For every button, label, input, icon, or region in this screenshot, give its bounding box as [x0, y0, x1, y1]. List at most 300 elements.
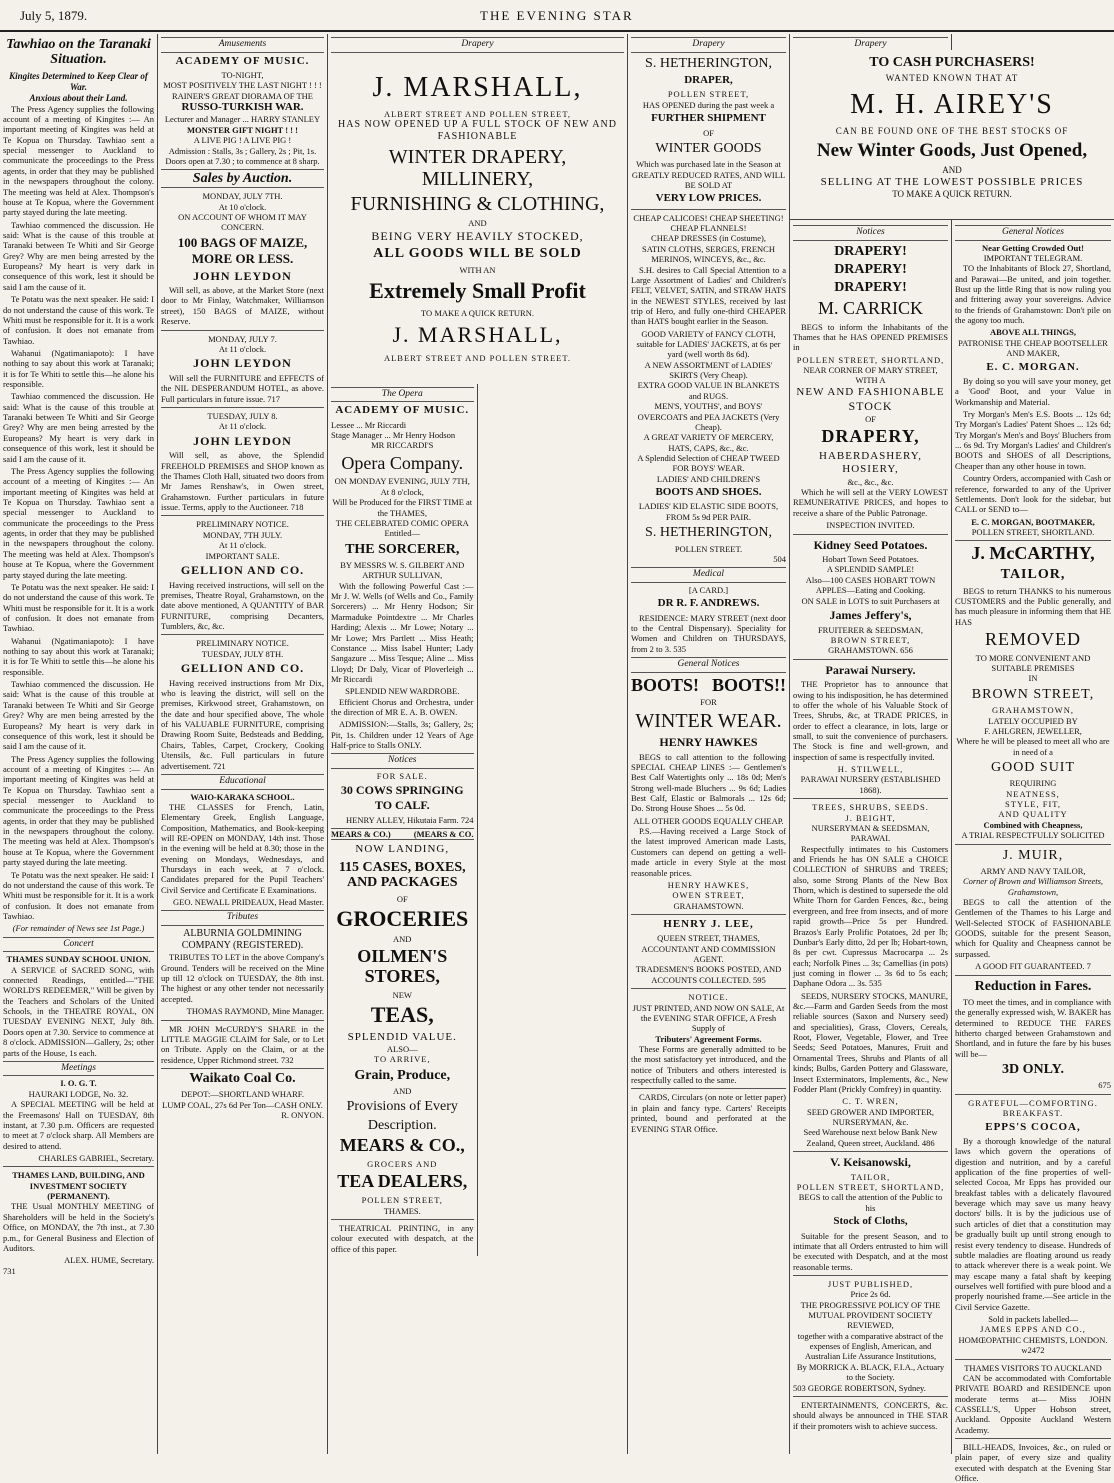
- where-line: Where he will be pleased to meet all who are in need of a: [956, 736, 1110, 757]
- marshall-intro: HAS NOW OPENED UP A FULL STOCK OF NEW AND FASHIONABLE: [338, 119, 617, 143]
- society-body: THE Usual MONTHLY MEETING of Shareholders will be held in the Society's Office, on MONDAY, the 7th inst., at 7.30 p.m., for General Business and Election of Auditors.: [3, 1201, 154, 1253]
- sale-date: TUESDAY, JULY 8.: [207, 410, 278, 421]
- sample: A SPLENDID SAMPLE!: [826, 564, 915, 575]
- to-arrive: TO ARRIVE,: [373, 1054, 431, 1065]
- opera-comic: THE CELEBRATED COMIC OPERA Entitled—: [335, 517, 469, 539]
- oilmen-stores: OILMEN'S STORES,: [357, 946, 448, 987]
- sale-body: Having received instructions, will sell on the premises, Theatre Royal, Grahamstown, on the date above mentioned, A QUANTITY of BAR FURNITURE, comprising Decanters, Tumblers, &c, &c.: [161, 579, 324, 631]
- carrick-body: BEGS to inform the Inhabitants of the Thames that he HAS OPENED PREMISES in: [793, 321, 948, 353]
- pollen-shortland: POLLEN STREET, SHORTLAND,: [796, 354, 945, 365]
- homeopathic: HOMŒOPATHIC CHEMISTS, LONDON. w2472: [958, 1334, 1108, 1356]
- new-word: NEW: [392, 990, 412, 1001]
- on-sale: ON SALE in LOTS to suit Purchasers at: [801, 595, 940, 606]
- books-posted: TRADESMEN'S BOOKS POSTED, AND ACCOUNTS COLLECTED. 595: [635, 964, 782, 985]
- paragraph: The Press Agency supplies the following account of a meeting of Kingites :— An important meeting of Kingites was held at Te Kopua on Thursday. Tawhiao sent a special messenger to Auckland to communicate the proceedings to the Press agents, in order that they may be published in the newspapers throughout the colony. The meeting was held at Alex. Thompson's house at Te Kopua, where the Government party stayed during the late meeting.: [3, 465, 154, 580]
- wren-sub: SEED GROWER AND IMPORTER, NURSERYMAN, &c.: [807, 1106, 934, 1127]
- quality: AND QUALITY: [998, 809, 1068, 820]
- school-title: WAIO-KARAKA SCHOOL.: [190, 791, 295, 802]
- tender-body: TRIBUTES TO LET in the above Company's Ground. Tenders will be received on the Mine up till 12 o'clock on TUESDAY, the 8th inst. The highest or any other tender not necessarily accepted.: [161, 952, 324, 1004]
- tributers-forms: Tributers' Agreement Forms.: [655, 1033, 762, 1044]
- breakfast: BREAKFAST.: [1002, 1108, 1064, 1119]
- war-title: RUSSO-TURKISH WAR.: [181, 101, 304, 114]
- cows-heading: 30 COWS SPRINGING TO CALF.: [340, 783, 464, 813]
- boots-1: BOOTS!: [631, 674, 700, 695]
- quick-return: TO MAKE A QUICK RETURN.: [892, 189, 1012, 200]
- lodge-name: HAURAKI LODGE, No. 32.: [28, 1088, 129, 1099]
- continuation-note: (For remainder of News see 1st Page.): [12, 923, 145, 934]
- paragraph: Te Potatu was the next speaker. He said: I do not understand the cause of this work. Te Whiti must be responsible for it. It is a work of confusion. It does not emanate from Tawhiao.: [3, 869, 154, 921]
- and-word: AND: [393, 1086, 412, 1097]
- wanted-known: WANTED KNOWN THAT AT: [885, 73, 1019, 84]
- morgan-list: Try Morgan's Men's E.S. Boots ... 12s 6d; Try Morgan's Ladies' Patent Shoes ... 12s 6d; Try Morgan's Men's and Boys' Bluchers from ... 6s 9d. Try Morgan's Ladies' and Children's BOOTS and SHOES of all Descriptions, Cheaper than any other house in town.: [955, 409, 1111, 471]
- lodge-title: I. O. G. T.: [60, 1078, 97, 1089]
- drapery-2: DRAPERY!: [834, 261, 907, 277]
- morgan: E. C. MORGAN.: [986, 360, 1080, 373]
- of-word: OF: [865, 413, 876, 424]
- sale-date: TUESDAY, JULY 8TH.: [201, 648, 284, 659]
- society-title: THAMES LAND, BUILDING, AND INVESTMENT SOCIETY (PERMANENT).: [12, 1170, 145, 1202]
- stage-manager-line: Stage Manager ... Mr Henry Hodson: [331, 429, 456, 440]
- article-title: Tawhiao on the Taranaki Situation.: [6, 37, 151, 68]
- blankets: EXTRA GOOD VALUE IN BLANKETS and RUGS.: [637, 380, 780, 401]
- just-printed: JUST PRINTED, AND NOW ON SALE, At the EVENING STAR OFFICE, A Fresh Supply of: [632, 1002, 785, 1034]
- cases-heading: 115 CASES, BOXES, AND PACKAGES: [338, 859, 466, 891]
- marshall-heading-2: J. MARSHALL,: [392, 322, 563, 348]
- sale-time: At 10 o'clock.: [218, 201, 267, 212]
- article-subtitle: Kingites Determined to Keep Clear of War.: [9, 70, 148, 92]
- above-all: ABOVE ALL THINGS,: [989, 327, 1077, 338]
- inspection: INSPECTION INVITED.: [826, 520, 915, 531]
- nurseryman: NURSERYMAN & SEEDSMAN, PARAWAI.: [811, 822, 930, 844]
- hetherington: S. HETHERINGTON,: [645, 55, 772, 71]
- furnishing: FURNISHING & CLOTHING,: [350, 193, 605, 216]
- diorama-line: RAINER'S GREAT DIORAMA OF THE: [171, 90, 313, 101]
- section-head-concert: Concert: [3, 937, 154, 953]
- pollen-street-2: POLLEN STREET.: [674, 543, 743, 554]
- visitors: THAMES VISITORS TO AUCKLAND: [964, 1362, 1102, 1373]
- purchased-line: Which was purchased late in the Season at GREATLY REDUCED RATES, AND WILL BE SOLD AT: [631, 159, 786, 190]
- policy-title: THE PROGRESSIVE POLICY OF THE MUTUAL PROVIDENT SOCIETY REVIEWED,: [800, 1299, 941, 1331]
- sale-date: MONDAY, 7TH JULY.: [202, 529, 283, 540]
- cheapness: Combined with Cheapness,: [983, 819, 1083, 830]
- wren: C. T. WREN,: [842, 1096, 899, 1107]
- section-head-tributes: Tributes: [161, 910, 324, 926]
- drapery-1: DRAPERY!: [834, 243, 907, 259]
- section-head-notices: Notices: [793, 225, 948, 241]
- mercery: A GREAT VARIETY OF MERCERY, HATS, CAPS, &c., &c.: [643, 432, 774, 453]
- section-head-general: General Notices: [955, 225, 1111, 241]
- morgan-body: By doing so you will save your money, get a 'Good' Boot, and your Value in Workmanship and Material.: [955, 375, 1111, 407]
- grahamstown: GRAHAMSTOWN.: [673, 900, 744, 911]
- description: Description.: [367, 1117, 437, 1133]
- sorcerer-title: THE SORCERER,: [345, 541, 460, 557]
- army-navy: ARMY AND NAVY TAILOR,: [980, 865, 1086, 876]
- ladies-children: LADIES' AND CHILDREN'S: [656, 473, 761, 484]
- grahamstown: GRAHAMSTOWN. 656: [828, 645, 913, 656]
- requiring: REQUIRING: [1009, 778, 1057, 789]
- column-5-lower: [790, 222, 952, 1454]
- also-word: ALSO—: [386, 1044, 418, 1054]
- paragraph: The Press Agency supplies the following account of a meeting of Kingites :— An important meeting of Kingites was held at Te Kopua on Thursday. Tawhiao sent a special messenger to Auckland to communicate the proceedings to the Press agents, in order that they may be published in the newspapers throughout the colony. The meeting was held at Alex. Thompson's house at Te Kopua, where the Government party stayed during the late meeting.: [3, 753, 154, 868]
- winter-drapery: WINTER DRAPERY, MILLINERY,: [388, 146, 567, 191]
- neatness: NEATNESS,: [1006, 788, 1060, 799]
- morgan-bootmaker: E. C. MORGAN, BOOTMAKER,: [971, 516, 1095, 527]
- removed: REMOVED: [985, 628, 1081, 649]
- calicoes: CHEAP CALICOES! CHEAP SHEETING! CHEAP FLANNELS!: [633, 212, 784, 234]
- crowded-out: Near Getting Crowded Out!: [982, 242, 1084, 253]
- coal-depot: DEPOT:—SHORTLAND WHARF.: [181, 1089, 304, 1100]
- sale-note: ON ACCOUNT OF WHOM IT MAY CONCERN.: [178, 212, 307, 233]
- apple-cases: Also—100 CASES HOBART TOWN APPLES—Eating and Cooking.: [805, 574, 936, 596]
- low-prices: VERY LOW PRICES.: [655, 192, 762, 205]
- trees-shrubs: TREES, SHRUBS, SEEDS.: [812, 802, 929, 813]
- last-night-line: MOST POSITIVELY THE LAST NIGHT ! ! !: [163, 80, 322, 91]
- robertson: 503 GEORGE ROBERTSON, Sydney.: [793, 1382, 926, 1393]
- parawai-est: PARAWAI NURSERY (ESTABLISHED 1868).: [800, 774, 941, 795]
- tea-dealers: TEA DEALERS,: [337, 1171, 468, 1192]
- hetherington-2: S. HETHERINGTON,: [645, 525, 772, 541]
- column-4: [628, 34, 790, 1454]
- muir-body: BEGS to call the attention of the Gentlemen of the Thames to his Large and Well-Selected STOCK of FASHIONABLE GOODS, suitable for the present Season, which for Quality and Cheapness cannot be surpassed.: [955, 897, 1111, 959]
- henry-lee: HENRY J. LEE,: [663, 918, 754, 930]
- mears-address: POLLEN STREET,: [361, 1195, 443, 1206]
- all-goods: ALL GOODS WILL BE SOLD: [373, 246, 582, 262]
- haberdashery: HABERDASHERY,: [819, 449, 922, 462]
- academy-title: ACADEMY OF MUSIC.: [335, 404, 470, 417]
- column-3: [328, 34, 628, 1454]
- sale-body: Will sell, as above, at the Market Store (next door to Mr Finlay, Watchmaker, Williamson street), 150 BAGS of MAIZE, without Reserve.: [161, 285, 324, 327]
- hats-notice: S.H. desires to Call Special Attention to a Large Assortment of Ladies' and Children's FELT, VELVET, SATIN, and STRAW HATS in the NEWEST STYLES, received by last trip of Hero, and fully one-third CHEAPER than HATS bought earlier in the Season.: [631, 264, 786, 327]
- society-number: 731: [3, 1265, 16, 1276]
- issue-date: July 5, 1879.: [20, 8, 88, 23]
- mears-co: MEARS & CO.,: [339, 1135, 465, 1156]
- paragraph: Tawhiao commenced the discussion. He said: What is the cause of this trouble at Taranaki between Te Whiti and Sir George Grey? Why are men being arrested by the Europeans? My heart is very dark in consequence of this work, lest it should be said I am the cause of it.: [3, 679, 154, 752]
- admission-line: Admission : Stalls, 3s ; Gallery, 2s ; Pit, 1s. Doors open at 7.30 ; to commence at 8 sharp.: [165, 145, 320, 166]
- winter-goods: WINTER GOODS: [655, 140, 762, 156]
- section-head-medical: Medical: [631, 567, 786, 583]
- hawkes-body: BEGS to call attention to the following SPECIAL CHEAP LINES :— Gentlemen's Best Calf Watertights only ... 18s 0d; Men's Strong well-made Bluchers ... 9s 6d; Ladies Best Calf, Elastic or Balmorals ... 12s 6d; Do. Strong House Shoes ... 5s 0d.: [631, 751, 786, 814]
- auctioneer-name: JOHN LEYDON: [193, 356, 292, 371]
- drapery-3: DRAPERY!: [834, 280, 907, 296]
- card-label: [A CARD.]: [688, 584, 729, 595]
- can-be-found: CAN BE FOUND ONE OF THE BEST STOCKS OF: [835, 125, 1069, 136]
- patronise: PATRONISE THE CHEAP BOOTSELLER AND MAKER,: [958, 337, 1108, 359]
- sale-time: At 11 o'clock.: [218, 343, 267, 354]
- auctioneer-name: GELLION AND CO.: [180, 661, 305, 676]
- column-6: [952, 222, 1114, 1483]
- style-fit: STYLE, FIT,: [1005, 799, 1061, 810]
- coal-signature: R. ONYON.: [281, 1110, 324, 1121]
- for-word: FOR: [700, 696, 717, 707]
- keis-address: POLLEN STREET, SHORTLAND,: [796, 1182, 945, 1193]
- splendid-value: SPLENDID VALUE.: [347, 1030, 457, 1043]
- tailor: TAILOR,: [850, 1171, 891, 1182]
- beight: J. BEIGHT,: [845, 812, 896, 823]
- good-fit: A GOOD FIT GUARANTEED. 7: [975, 961, 1091, 972]
- hawkes-sign: HENRY HAWKES,: [667, 879, 750, 890]
- now-landing: NOW LANDING,: [355, 843, 450, 856]
- maize-heading: 100 BAGS OF MAIZE, MORE OR LESS.: [177, 234, 308, 266]
- auctioneer-name: JOHN LEYDON: [193, 433, 292, 448]
- pollen-street: POLLEN STREET,: [667, 89, 750, 100]
- coal-title: Waikato Coal Co.: [161, 1068, 324, 1086]
- mccarthy: J. McCARTHY,: [971, 543, 1095, 564]
- lessee-line: Lessee ... Mr Riccardi: [331, 419, 407, 430]
- wren-address: Seed Warehouse next below Bank New Zealand, Queen street, Auckland. 486: [803, 1127, 938, 1148]
- drapery-word: DRAPERY,: [821, 426, 920, 447]
- ad-number: 675: [1098, 1080, 1111, 1091]
- mccarthy-body: BEGS to return THANKS to his numerous CUSTOMERS and the Public generally, and has much pleasure in informing them that HE HAS: [955, 585, 1111, 627]
- stock-of-cloths: Stock of Cloths,: [833, 1215, 908, 1228]
- boots-2: BOOTS!!: [711, 674, 786, 695]
- residence: RESIDENCE: MARY STREET (next door to the Central Dispensary). Speciality for Women and Children on THURSDAYS, from 2 to 3. 535: [631, 612, 786, 654]
- grocers: GROCERS AND: [367, 1159, 438, 1170]
- ahlgren: F. AHLGREN, JEWELLER,: [984, 725, 1082, 736]
- parawai-body: THE Proprietor has to announce that owing to his indisposition, he has determined to offer the whole of his Valuable Stock of Trees, Shrubs, &c, at TRADE PRICES, in order to effect a clearance, in lots, large or small, to suit the convenience of purchasers. The Stock is fine and well-grown, and inspection of same is respectfully invited.: [793, 679, 948, 762]
- carrick: M. CARRICK: [817, 297, 924, 318]
- printing-notice: THEATRICAL PRINTING, in any colour executed with despatch, at the office of this paper.: [331, 1222, 474, 1254]
- parawai-nursery: Parawai Nursery.: [825, 662, 916, 677]
- auctioneer-name: GELLION AND CO.: [180, 562, 305, 577]
- opera-produced: Will be Produced for the FIRST TIME at the THAMES,: [332, 497, 473, 518]
- airey-banner: [790, 50, 1114, 220]
- concert-title: THAMES SUNDAY SCHOOL UNION.: [6, 954, 151, 965]
- carrick-sell: Which he will sell at the VERY LOWEST REMUNERATIVE PRICES, and hopes to receive a share of the Public Patronage.: [793, 487, 948, 518]
- black-author: By MORRICK A. BLACK, F.I.A., Actuary to the Society.: [796, 1361, 945, 1383]
- beight-body: Respectfully intimates to his Customers and Friends he has ON SALE a CHOICE COLLECTION of SHRUBS and TREES; also, some Strong Plants of the New Box Thorn, which is destined to supersede the old White Thorn for Garden Fences, &c., being evergreen, and free from insects, and of more rapid growth—Price 5s per Hundred. Brazos's Early Prolific Potatoes, 2d per lb; Dunbar's Early ditto, 2d per lb; Hobart-town, 8s per cwt. Cupressus Macrocarpa ... 2s each; Norfolk Pines ... 3s; Camellias (in pots) just coming in flower ... 3s 6d to 5s each; Daphane Odora ... 3s. 535: [793, 843, 948, 989]
- fares: Reduction in Fares.: [974, 978, 1092, 994]
- dr-andrews: DR R. F. ANDREWS.: [657, 597, 760, 610]
- fancy-cloth: GOOD VARIETY of FANCY CLOTH, suitable for LADIES' JACKETS, at 6s per yard (well worth 8s 6d).: [636, 328, 781, 360]
- marshall-address-2: ALBERT STREET AND POLLEN STREET.: [383, 353, 572, 364]
- hawkes-ps: P.S.—Having received a Large Stock of the latest improved American made Lasts, Customers can depend on getting a well-made article in every Style at the most reasonable prices.: [631, 826, 786, 878]
- of-word: OF: [703, 127, 714, 138]
- near-corner: NEAR CORNER OF MARY STREET,: [803, 364, 938, 375]
- paragraph: The Press Agency supplies the following account of a meeting of Kingites :— An important meeting of Kingites was held at Te Kopua on Thursday. Tawhiao sent a special messenger to Auckland to communicate the proceedings to the Press agents, in order that they may be published in the newspapers throughout the colony. The meeting was held at Alex. Thompson's house at Te Kopua, where the Government party stayed during the late meeting.: [3, 103, 154, 218]
- stilwell: H. STILWELL,: [837, 764, 904, 775]
- sold-packets: Sold in packets labelled—: [988, 1314, 1078, 1325]
- hobart-potatoes: Hobart Town Seed Potatoes.: [822, 554, 919, 565]
- grain-produce: Grain, Produce,: [354, 1067, 451, 1083]
- sale-date: MONDAY, JULY 7TH.: [202, 191, 283, 202]
- chorus: Efficient Chorus and Orchestra, under the direction of MR E. A. B. OWEN.: [331, 696, 474, 718]
- groceries: GROCERIES: [336, 905, 469, 931]
- sale-body: Having received instructions from Mr Dix, who is leaving the district, will sell on the premises, Kirkwood street, Grahamstown, on the date and hour specified above, The whole of his VALUABLE FURNITURE, comprising Drawing Room Suite, Bedsteads and Bedding, Chairs, Tables, Carpet, Crockery, Cooking Utensils, &c. Full particulars in future advertisement. 721: [161, 677, 324, 771]
- lecturer-line: Lecturer and Manager ... HARRY STANLEY: [164, 114, 321, 125]
- muir: J. MUIR,: [1002, 847, 1064, 863]
- fruiterer: FRUITERER & SEEDSMAN,: [817, 624, 924, 635]
- paragraph: Tawhiao commenced the discussion. He said: What is the cause of this trouble at Taranaki between Te Whiti and Sir George Grey? Why are men being arrested by the Europeans? My heart is very dark in consequence of this work, lest it should be said I am the cause of it.: [3, 391, 154, 464]
- sale-body: Will sell, as above, the Splendid FREEHOLD PREMISES and SHOP known as the Thames Cloth Hall, situated two doors from Mr James Renshaw's, in Owen street, Grahamstown. Further particulars in future issue. Terms, apply to the Auctioneer. 718: [161, 450, 324, 513]
- marshall-heading: J. MARSHALL,: [372, 71, 583, 103]
- tweed: A Splendid Selection of CHEAP TWEED FOR BOYS' WEAR.: [637, 453, 780, 474]
- with-an: WITH AN: [459, 264, 496, 275]
- stocked-line: BEING VERY HEAVILY STOCKED,: [371, 228, 584, 243]
- company-title: ALBURNIA GOLDMINING COMPANY (REGISTERED).: [181, 928, 304, 952]
- paragraph: Te Potatu was the next speaker. He said: I do not understand the cause of this work. Te Whiti must be responsible for it. It is a work of confusion. It does not emanate from Tawhiao.: [3, 294, 154, 346]
- section-head-general: General Notices: [631, 657, 786, 673]
- gift-night-line: MONSTER GIFT NIGHT ! ! !: [187, 124, 298, 135]
- section-head-auction: Sales by Auction.: [161, 169, 324, 188]
- lodge-body: A SPECIAL MEETING will be held at the Freemasons' Hall on TUESDAY, 8th instant, at 7.30 p.m. Officers are requested to meet at 7 o'clock sharp. All Members are desired to attend.: [3, 1099, 154, 1151]
- thames: THAMES.: [383, 1205, 421, 1216]
- fares-body: TO meet the times, and in compliance with the generally expressed wish, W. BAKER has determined to REDUCE THE FARES hitherto charged between Grahamstown and Shortland, and in future the fare by his buses will be—: [955, 996, 1111, 1059]
- small-profit: Extremely Small Profit: [369, 278, 586, 304]
- notice: NOTICE.: [688, 992, 729, 1003]
- epps-body: By a thorough knowledge of the natural laws which govern the operations of digestion and nutrition, and by a careful application of the fine properties of well-selected Cocoa, Mr Epps has provided our breakfast tables with a delicately flavoured beverage which may save us many heavy doctors' bills. It is by the judicious use of such articles of diet that a constitution may be gradually built up until strong enough to resist every tendency to disease. Hundreds of subtle maladies are floating around us ready to attack wherever there is a weak point. We may escape many a fatal shaft by keeping ourselves well fortified with pure blood and a properly nourished frame.—See article in the Civil Service Gazette.: [955, 1135, 1111, 1312]
- grahamstown: GRAHAMSTOWN,: [992, 705, 1074, 716]
- marshall-address: ALBERT STREET AND POLLEN STREET,: [383, 108, 572, 119]
- in-word: IN: [1028, 673, 1038, 684]
- lodge-signature: CHARLES GABRIEL, Secretary.: [38, 1152, 154, 1163]
- draper: DRAPER,: [684, 73, 733, 86]
- forms-body: These Forms are generally admitted to be the most satisfactory yet introduced, and the notice of Tributers and others interested is respectfully called to the same.: [631, 1044, 786, 1086]
- of-word: OF: [396, 893, 408, 904]
- school-body: THE CLASSES for French, Latin, Elementary Greek, English Language, Composition, Mathematics, and Book-keeping will RE-OPEN on MONDAY, 14th inst. Those in the evening will be held at 8.30; those in the evening on Mondays, Wednesdays, and Thursdays in each week, at 7 o'clock. Candidates prepared for the Pupil Teachers' Civil Service and Certificate E Examinations.: [161, 801, 324, 895]
- seeds-body: SEEDS, NURSERY STOCKS, MANURE, &c.—Farm and Garden Seeds from the most reliable sources (Saxon and Nursery seed) and specialities), Grass, Clovers, Cereals, Root, Flower, Vegetable, Flower, and Tree Seeds; Seed Potatoes, Manures, Fruit and Ornamental Trees, Shrubs and Plants of all kinds; Bulbs, Garden Pottery and Glassware, Insect Exterminators, Implements, &c., New Fodder Plant (Prickly Comfrey) in quantity.: [793, 990, 948, 1094]
- new-winter-goods: New Winter Goods, Just Opened,: [816, 139, 1088, 161]
- dresses: CHEAP DRESSES (in Costume),: [651, 233, 766, 244]
- cast-list: With the following Powerful Cast :— Mr J. W. Wells (of Wells and Co., Family Sorcerers) ... Mr Henry Hodson; Sir Marmaduke Pointdextre ... Mr Charles Harding; Alexis ... Mr Lowe; Notary ... Mr Lowe; Mrs Partlett ... Miss Heath; Constance ... Miss Isabel Hunter; Lady Sangazure ... Miss Tesque; Aline ... Miss Lloyd; Dr Daly, Vicar of Ploverleigh ... Mr Riccardi: [331, 580, 474, 684]
- riccardi: MR RICCARDI'S: [371, 440, 434, 451]
- prelim-notice: PRELIMINARY NOTICE.: [196, 638, 289, 649]
- entertainments: ENTERTAINMENTS, CONCERTS, &c. should always be announced in THE STAR if their promoters wish to achieve success.: [793, 1399, 948, 1431]
- cards-notice: CARDS, Circulars (on note or letter paper) in plain and fancy type. Carters' Receipts printed, bound and perforated at the EVENING STAR Office.: [631, 1092, 786, 1134]
- tonight-line: TO-NIGHT,: [221, 69, 264, 80]
- bill-heads: BILL-HEADS, Invoices, &c., on ruled or plain paper, of every size and quality executed with despatch at the Evening Star Office.: [955, 1442, 1111, 1483]
- telegram-body: TO the Inhabitants of Block 27, Shortland, and Parawai—Be united, and join together. Bust up the little Ring that is now ruling you and frittering away your sovereigns. Advice to the friends of Grahamstown: Don't pile on the agony too much.: [955, 263, 1111, 326]
- concert-body: A SERVICE of SACRED SONG, with connected Readings, entitled—"THE WORLD'S REDEEMER," Will be given by the Teachers and Scholars of the United Schools, in the THEATRE ROYAL, ON TUESDAY EVENING NEXT, July 8th. Doors open at 7.30. Service to commence at 8 o'clock. ADMISSION—Gallery, 2s; other parts of the House, 1s each.: [3, 964, 154, 1058]
- section-head-meetings: Meetings: [3, 1061, 154, 1077]
- sale-body: Will sell the FURNITURE and EFFECTS of the NIL DESPERANDUM HOTEL, as above. Full particulars in future issue. 717: [161, 372, 324, 404]
- lowest-prices: SELLING AT THE LOWEST POSSIBLE PRICES: [820, 176, 1084, 189]
- muir-address: Corner of Brown and Williamson Streets, Grahamstown,: [962, 876, 1104, 897]
- lately: LATELY OCCUPIED BY: [988, 715, 1078, 726]
- section-head-drapery: Drapery: [631, 37, 786, 53]
- wardrobe: SPLENDID NEW WARDROBE.: [345, 686, 460, 697]
- price: Price 2s 6d.: [850, 1289, 891, 1300]
- share-notice: MR JOHN McCURDY'S SHARE in the LITTLE MAGGIE CLAIM for Sale, or to Let on Tribute. Apply on the Claim, or at the residence, Upper Richmond street. 732: [161, 1023, 324, 1065]
- tender-signature: THOMAS RAYMOND, Mine Manager.: [186, 1006, 324, 1017]
- further-shipment: FURTHER SHIPMENT: [651, 112, 766, 125]
- opera-date: ON MONDAY EVENING, JULY 7TH, At 8 o'clock,: [334, 476, 470, 497]
- column-2: [158, 34, 328, 1454]
- tailor: TAILOR,: [1000, 567, 1066, 583]
- paragraph: Tawhiao commenced the discussion. He said: What is the cause of this trouble at Taranaki between Te Whiti and Sir George Grey? Why are men being arrested by the Europeans? My heart is very dark in consequence of this work, lest it should be said I am the cause of it.: [3, 219, 154, 292]
- trial: A TRIAL RESPECTFULLY SOLICITED: [961, 830, 1105, 841]
- auctioneer-name: JOHN LEYDON: [193, 268, 292, 283]
- section-head-educational: Educational: [161, 774, 324, 790]
- with-a: WITH A: [855, 375, 886, 386]
- sale-time: At 11 o'clock.: [218, 421, 267, 432]
- and-word: AND: [468, 218, 487, 229]
- coal-price: LUMP COAL, 27s 6d Per Ton—CASH ONLY.: [162, 1099, 323, 1110]
- cash-purchasers: TO CASH PURCHASERS!: [869, 55, 1035, 70]
- keis-body: BEGS to call the attention of the Public to his: [798, 1192, 943, 1213]
- brown-street: BROWN STREET,: [971, 686, 1095, 702]
- james-epps: JAMES EPPS AND CO.,: [980, 1324, 1086, 1335]
- henry-hawkes: HENRY HAWKES: [659, 734, 758, 749]
- owen-street: OWEN STREET,: [672, 890, 745, 901]
- policy-body: together with a comparative abstract of the expenses of English, American, and Australian Life Assurance Institutions,: [797, 1330, 944, 1362]
- etc: &c., &c., &c.: [847, 476, 894, 487]
- quick-return: TO MAKE A QUICK RETURN.: [421, 308, 534, 319]
- column-3-right: [478, 384, 625, 1256]
- other-goods: ALL OTHER GOODS EQUALLY CHEAP.: [633, 815, 784, 826]
- grateful: GRATEFUL—COMFORTING.: [968, 1097, 1098, 1108]
- hosiery: HOSIERY,: [842, 463, 899, 476]
- visitors-body: CAN be accommodated with Comfortable PRIVATE BOARD and RESIDENCE upon moderate terms at— Miss JOHN CASSELL'S, Upper Hobson street, Auckland. Opposite Auckland Western Academy.: [955, 1372, 1111, 1435]
- just-published: JUST PUBLISHED,: [827, 1278, 914, 1289]
- skirts: A NEW ASSORTMENT of LADIES' SKIRTS (Very Cheap).: [644, 359, 773, 381]
- section-head-amusements: Amusements: [161, 37, 324, 53]
- and-word: AND: [393, 934, 412, 945]
- sale-date: MONDAY, JULY 7.: [208, 333, 277, 344]
- good-suit: GOOD SUIT: [990, 760, 1076, 776]
- teas: TEAS,: [370, 1002, 434, 1028]
- article-subtitle: Anxious about their Land.: [29, 92, 128, 103]
- prelim-notice: PRELIMINARY NOTICE.: [196, 519, 289, 530]
- epps: EPPS'S COCOA,: [985, 1120, 1081, 1133]
- opened-line: HAS OPENED during the past week a: [642, 99, 775, 110]
- keis-body-2: Suitable for the present Season, and to intimate that all Orders entrusted to him will be executed with Despatch, and at the most reasonable terms.: [793, 1230, 948, 1272]
- new-fashionable: NEW AND FASHIONABLE: [796, 385, 945, 398]
- section-head-drapery: Drapery: [331, 37, 624, 53]
- airey-heading: M. H. AIREY'S: [850, 89, 1054, 121]
- section-head-opera: The Opera: [331, 387, 474, 403]
- important-sale: IMPORTANT SALE.: [205, 550, 280, 561]
- mears-left: MEARS & CO.): [331, 829, 391, 839]
- mears-right: (MEARS & CO.: [413, 829, 474, 839]
- opera-company: Opera Company.: [341, 452, 464, 473]
- paragraph: Te Potatu was the next speaker. He said: I do not understand the cause of this work. Te Whiti must be responsible for it. It is a work of confusion. It does not emanate from Tawhiao.: [3, 581, 154, 634]
- live-pig-line: A LIVE PIG ! A LIVE PIG !: [193, 135, 292, 146]
- overcoats: MEN'S, YOUTHS', and BOYS' OVERCOATS and PEA JACKETS (Very Cheap).: [637, 401, 780, 432]
- elastic-boots: LADIES' KID ELASTIC SIDE BOOTS, FROM 5s 9d PER PAIR.: [638, 501, 779, 522]
- opera-admission: ADMISSION:—Stalls, 3s; Gallery, 2s; Pit, 1s. Children under 12 Years of Age Half-price to Stalls ONLY.: [331, 719, 474, 751]
- authors: BY MESSRS W. S. GILBERT AND ARTHUR SULLIVAN,: [340, 559, 465, 581]
- column-1: [0, 34, 158, 1454]
- section-head-notices: Notices: [331, 753, 474, 769]
- sale-time: At 11 o'clock.: [218, 540, 267, 551]
- school-signature: GEO. NEWALL PRIDEAUX, Head Master.: [172, 897, 324, 908]
- and-word: AND: [942, 165, 962, 176]
- kidney-potatoes: Kidney Seed Potatoes.: [813, 537, 928, 552]
- country-orders: Country Orders, accompanied with Cash or reference, forwarded to any of the Upriver Settlements. Don't look for the sidebar, but CALL or SEND to—: [955, 473, 1111, 515]
- page-header: [0, 0, 1114, 32]
- ad-number: 504: [773, 553, 786, 564]
- telegram: IMPORTANT TELEGRAM.: [983, 252, 1083, 263]
- boots-shoes: BOOTS AND SHOES.: [655, 486, 762, 499]
- three-d: 3D ONLY.: [1002, 1062, 1064, 1078]
- paragraph: Wahanui (Ngatimaniapoto): I have nothing to say about this work at Taranaki; it is for Te Whiti to settle this—he alone his responsible.: [3, 635, 154, 677]
- academy-title: ACADEMY OF MUSIC.: [175, 54, 310, 67]
- brown-street: BROWN STREET,: [830, 634, 911, 645]
- section-head-drapery: Drapery: [793, 37, 948, 53]
- provisions: Provisions of Every: [346, 1099, 458, 1115]
- keisanowski: V. Keisanowski,: [830, 1155, 911, 1170]
- winter-wear: WINTER WEAR.: [635, 709, 782, 732]
- jeffery: James Jeffery's,: [829, 607, 912, 622]
- paragraph: Wahanui (Ngatimaniapoto): I have nothing to say about this work at Taranaki; it is for Te Whiti to settle this—he alone his responsible.: [3, 347, 154, 390]
- society-signature: ALEX. HUME, Secretary.: [64, 1255, 154, 1266]
- masthead: THE EVENING STAR: [480, 8, 634, 23]
- premises: TO MORE CONVENIENT AND SUITABLE PREMISES: [975, 652, 1091, 674]
- pollen-shortland: POLLEN STREET, SHORTLAND.: [971, 526, 1095, 537]
- lee-body: QUEEN STREET, THAMES, ACCOUNTANT AND COMMISSION AGENT.: [641, 933, 776, 965]
- satin: SATIN CLOTHS, SERGES, FRENCH MERINOS, WINCEYS, &c., &c.: [642, 243, 775, 265]
- stock-word: STOCK: [848, 399, 893, 414]
